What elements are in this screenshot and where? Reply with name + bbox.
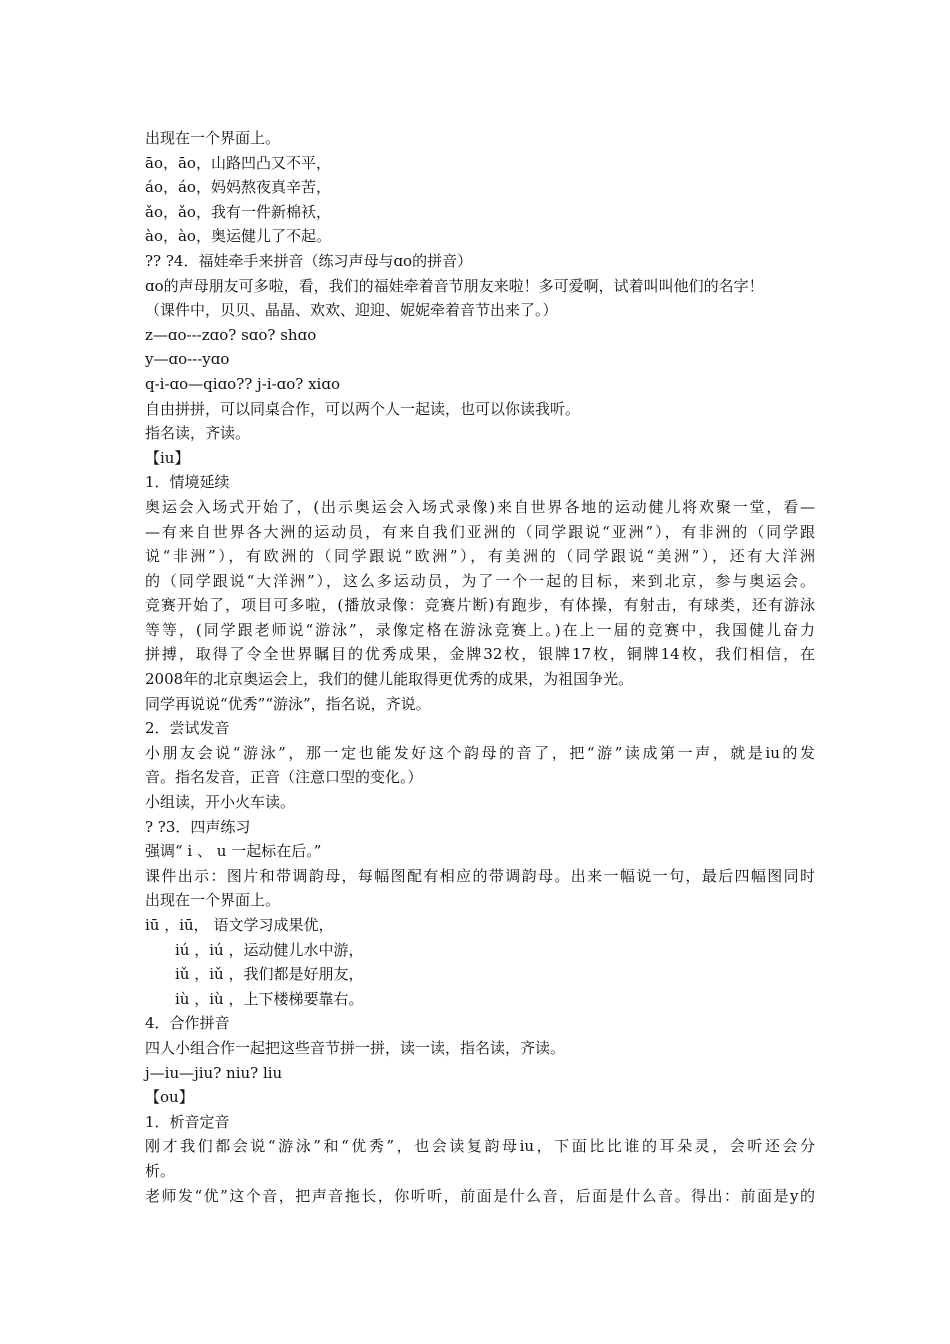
section-title-ou: 【ou】 bbox=[145, 1088, 194, 1107]
rhyme-line: iǔ ，iǔ ，我们都是好朋友， bbox=[175, 965, 364, 984]
text-line: 同学再说说“优秀”“游泳”，指名说，齐说。 bbox=[145, 694, 431, 713]
text-line: āo，āo，山路凹凸又不平， bbox=[145, 153, 331, 172]
section-heading: 4．合作拼音 bbox=[145, 1014, 230, 1033]
text-line: 四人小组合作一起把这些音节拼一拼，读一读，指名读，齐读。 bbox=[145, 1038, 566, 1057]
text-line: 的（同学跟说“大洋洲”），这么多运动员，为了一个一起的目标，来到北京，参与奥运会。 bbox=[145, 571, 815, 590]
text-line: 等等，(同学跟老师说“游泳”，录像定格在游泳竞赛上。)在上一届的竞赛中，我国健儿奋力 bbox=[145, 620, 815, 639]
pinyin-line: q-i-ɑo—qiɑo?? j-i-ɑo? xiɑo bbox=[145, 374, 340, 393]
text-line: ɑo的声母朋友可多啦，看，我们的福娃牵着音节朋友来啦！多可爱啊，试着叫叫他们的名字！ bbox=[145, 276, 764, 295]
section-title-iu: 【iu】 bbox=[145, 448, 190, 467]
text-line: 出现在一个界面上。 bbox=[145, 891, 281, 910]
text-line: 出现在一个界面上。 bbox=[145, 129, 281, 147]
text-line: áo，áo，妈妈熬夜真辛苦， bbox=[145, 178, 331, 197]
text-line: 老师发“优”这个音，把声音拖长，你听听，前面是什么音，后面是什么音。得出：前面是y的 bbox=[145, 1186, 815, 1205]
text-line: 拼搏，取得了令全世界瞩目的优秀成果，金牌32枚，银牌17枚，铜牌14枚，我们相信，在 bbox=[145, 645, 815, 664]
text-line: 自由拼拼，可以同桌合作，可以两个人一起读，也可以你读我听。 bbox=[145, 399, 581, 418]
section-heading: 1．析音定音 bbox=[145, 1112, 230, 1131]
text-line: 析。 bbox=[145, 1161, 176, 1180]
pinyin-line: z—ɑo---zɑo? sɑo? shɑo bbox=[145, 325, 317, 344]
section-heading: 2．尝试发音 bbox=[145, 719, 230, 738]
section-heading: ? ?3．四声练习 bbox=[145, 817, 251, 836]
text-line: 指名读，齐读。 bbox=[145, 424, 251, 443]
text-line: 强调“ i 、 u 一起标在后。” bbox=[145, 842, 322, 861]
text-line: ào，ào，奥运健儿了不起。 bbox=[145, 227, 331, 246]
section-heading: ?? ?4．福娃牵手来拼音（练习声母与ɑo的拼音） bbox=[145, 251, 473, 270]
section-heading: 1．情境延续 bbox=[145, 473, 230, 492]
pinyin-line: j—iu—jiu? niu? liu bbox=[145, 1063, 283, 1082]
pinyin-line: y—ɑo---yɑo bbox=[145, 350, 230, 369]
text-line: 刚才我们都会说“游泳”和“优秀”，也会读复韵母iu，下面比比谁的耳朵灵，会听还会分 bbox=[145, 1137, 815, 1156]
rhyme-line: iú ，iú ，运动健儿水中游， bbox=[175, 940, 364, 959]
text-line: 音。指名发音，正音（注意口型的变化。） bbox=[145, 768, 423, 787]
document-page bbox=[145, 126, 815, 1208]
rhyme-line: iū ，iū， 语文学习成果优， bbox=[145, 916, 334, 934]
text-line: 竞赛开始了，项目可多啦，(播放录像：竞赛片断)有跑步，有体操，有射击，有球类，还有游泳 bbox=[145, 596, 815, 615]
text-line: 奥运会入场式开始了，(出示奥运会入场式录像)来自世界各地的运动健儿将欢聚一堂，看— bbox=[145, 497, 815, 516]
text-line: —有来自世界各大洲的运动员，有来自我们亚洲的（同学跟说“亚洲”），有非洲的（同学跟 bbox=[145, 522, 815, 541]
text-line: 小朋友会说“游泳”，那一定也能发好这个韵母的音了，把“游”读成第一声，就是iu的发 bbox=[145, 743, 815, 762]
text-line: ǎo，ǎo，我有一件新棉袄， bbox=[145, 202, 331, 221]
text-line: 小组读，开小火车读。 bbox=[145, 793, 296, 812]
rhyme-line: iù ，iù ，上下楼梯要靠右。 bbox=[175, 989, 364, 1008]
text-line: 说“非洲”），有欧洲的（同学跟说“欧洲”），有美洲的（同学跟说“美洲”），还有大洋洲 bbox=[145, 547, 815, 566]
text-line: 2008年的北京奥运会上，我们的健儿能取得更优秀的成果，为祖国争光。 bbox=[145, 670, 634, 689]
text-line: （课件中，贝贝、晶晶、欢欢、迎迎、妮妮牵着音节出来了。） bbox=[145, 301, 558, 320]
text-line: 课件出示：图片和带调韵母，每幅图配有相应的带调韵母。出来一幅说一句，最后四幅图同时 bbox=[145, 866, 815, 885]
